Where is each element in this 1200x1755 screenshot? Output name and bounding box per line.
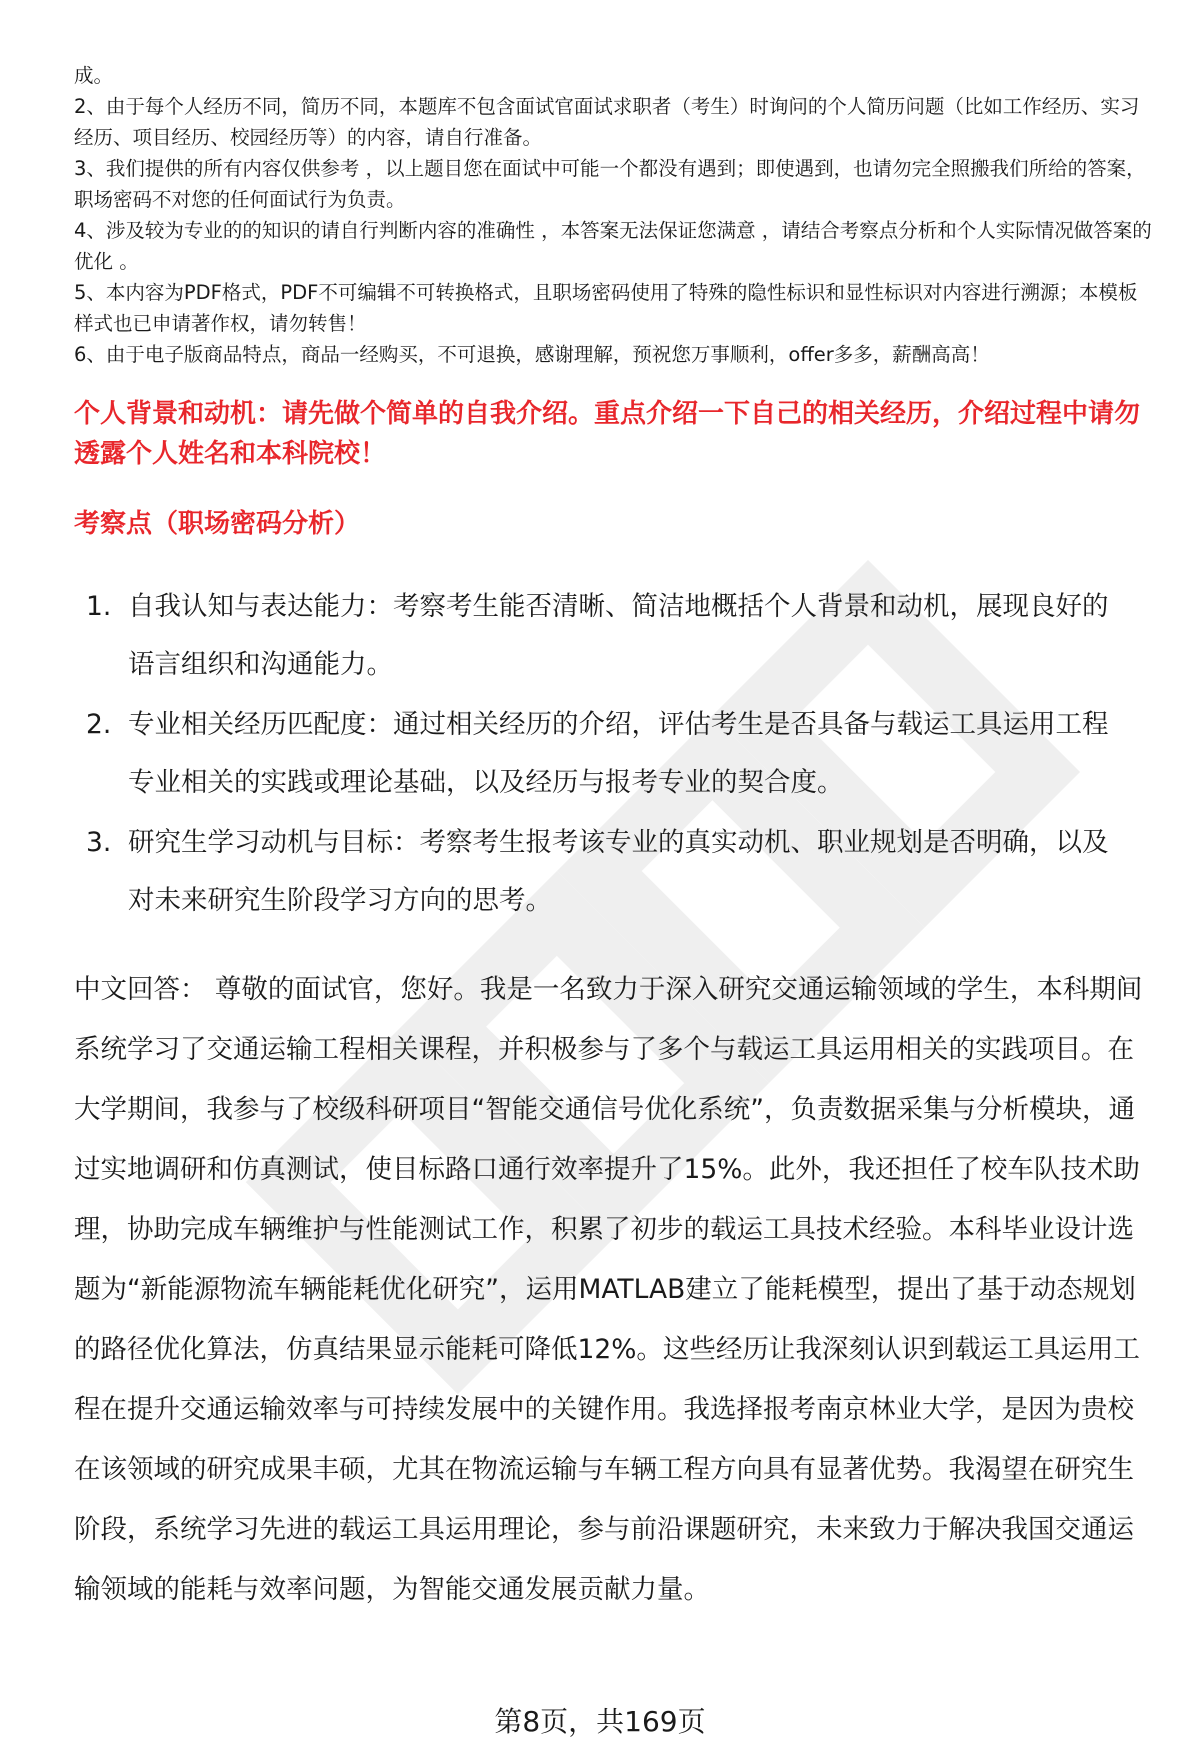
answer-paragraph: 中文回答： 尊敬的面试官，您好。我是一名致力于深入研究交通运输领域的学生，本科期间系统学习了交通运输工程相关课程，并积极参与了多个与载运工具运用相关的实践项目。在大学期间，我参与了校级科研项目“智能交通信号优化系统”，负责数据采集与分析模块，通过实地调研和仿真测试，使目标路口通行效率提升了15%。此外，我还担任了校车队技术助理，协助完成车辆维护与性能测试工作，积累了初步的载运工具技术经验。本科毕业设计选题为“新能源物流车辆能耗优化研究”，运用MATLAB建立了能耗模型，提出了基于动态规划的路径优化算法，仿真结果显示能耗可降低12%。这些经历让我深刻认识到载运工具运用工程在提升交通运输效率与可持续发展中的关键作用。我选择报考南京林业大学，是因为贵校在该领域的研究成果丰硕，尤其在物流运输与车辆工程方向具有显著优势。我渴望在研究生阶段，系统学习先进的载运工具运用理论，参与前沿课题研究，未来致力于解决我国交通运输领域的能耗与效率问题，为智能交通发展贡献力量。: [74, 974, 1143, 1605]
list-item: [86, 578, 1154, 694]
list-item-text: 研究生学习动机与目标：考察考生报考该专业的真实动机、职业规划是否明确，以及对未来研究生阶段学习方向的思考。: [128, 827, 1109, 916]
note-line: 6、由于电子版商品特点，商品一经购买，不可退换，感谢理解，预祝您万事顺利，offer多多，薪酬高高！: [74, 343, 990, 366]
note-line: 成。: [74, 64, 114, 87]
note-line: 5、本内容为PDF格式，PDF不可编辑不可转换格式，且职场密码使用了特殊的隐性标识和显性标识对内容进行溯源；本模板样式也已申请著作权，请勿转售！: [74, 281, 1138, 335]
list-item-number: 2.: [86, 709, 112, 740]
list-item-text: 专业相关经历匹配度：通过相关经历的介绍，评估考生是否具备与载运工具运用工程专业相关的实践或理论基础，以及经历与报考专业的契合度。: [128, 709, 1109, 798]
list-item-text: 自我认知与表达能力：考察考生能否清晰、简洁地概括个人背景和动机，展现良好的语言组织和沟通能力。: [128, 591, 1109, 680]
list-item: [86, 696, 1154, 812]
list-item-number: 1.: [86, 591, 112, 622]
list-item: [86, 814, 1154, 930]
focus-title: 考察点（职场密码分析）: [74, 509, 361, 539]
notes-section: [74, 60, 1154, 370]
note-line: 4、涉及较为专业的的知识的请自行判断内容的准确性 ，本答案无法保证您满意 ，请结合考察点分析和个人实际情况做答案的优化 。: [74, 219, 1152, 273]
page-number: 第8页，共169页: [494, 1705, 706, 1738]
focus-points-list: [74, 578, 1154, 930]
note-line: 3、我们提供的所有内容仅供参考 ，以上题目您在面试中可能一个都没有遇到；即使遇到，也请勿完全照搬我们所给的答案，职场密码不对您的任何面试行为负责。: [74, 157, 1146, 211]
question-title: 个人背景和动机：请先做个简单的自我介绍。重点介绍一下自己的相关经历，介绍过程中请勿透露个人姓名和本科院校！: [74, 399, 1141, 469]
list-item-number: 3.: [86, 827, 112, 858]
page-content: [74, 60, 1154, 1620]
note-line: 2、由于每个人经历不同，简历不同，本题库不包含面试官面试求职者（考生）时询问的个人简历问题（比如工作经历、实习经历、项目经历、校园经历等）的内容，请自行准备。: [74, 95, 1140, 149]
